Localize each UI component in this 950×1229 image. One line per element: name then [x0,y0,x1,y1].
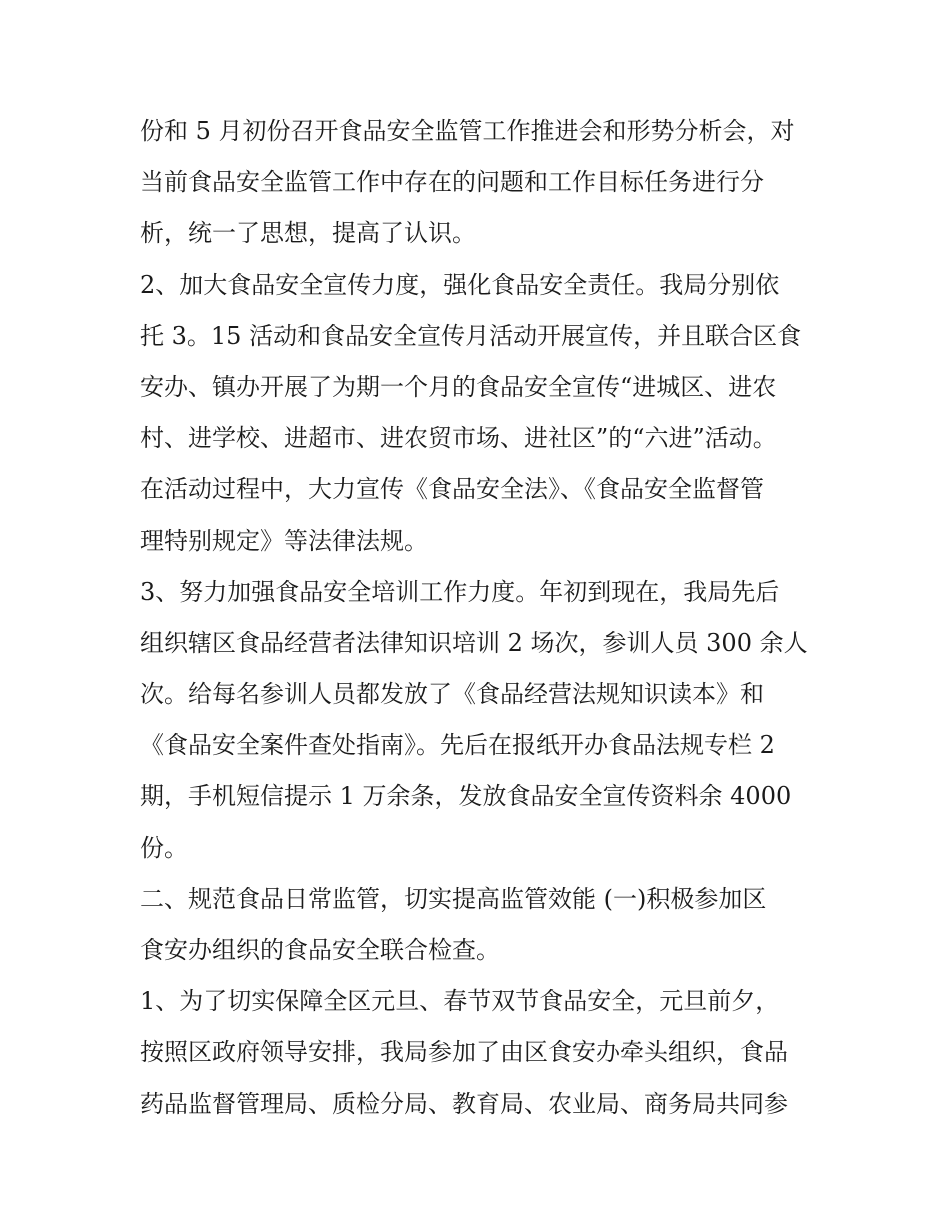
text-line: 安办、镇办开展了为期一个月的食品安全宣传“进城区、进农 [140,372,777,401]
text-line: 组织辖区食品经营者法律知识培训 2 场次，参训人员 300 余人 [140,628,808,657]
text-line: 析，统一了思想，提高了认识。 [140,219,476,248]
text-line: 份和 5 月初份召开食品安全监管工作推进会和形势分析会，对 [140,117,795,145]
text-line: 当前食品安全监管工作中存在的问题和工作目标任务进行分 [140,168,764,197]
body-text [140,106,820,1130]
text-line: 按照区政府领导安排，我局参加了由区食安办牵头组织，食品 [140,1038,788,1067]
text-line: 食安办组织的食品安全联合检查。 [140,936,500,964]
text-line: 2、加大食品安全宣传力度，强化食品安全责任。我局分别依 [140,270,780,299]
text-line: 在活动过程中，大力宣传《食品安全法》、《食品安全监督管 [140,475,764,504]
text-line: 1、为了切实保障全区元旦、春节双节食品安全，元旦前夕， [140,987,780,1016]
text-line: 托 3。15 活动和食品安全宣传月活动开展宣传，并且联合区食 [140,321,802,350]
text-line: 次。给每名参训人员都发放了《食品经营法规知识读本》和 [140,680,764,709]
text-line: 3、努力加强食品安全培训工作力度。年初到现在，我局先后 [140,577,780,606]
text-line: 《食品安全案件查处指南》。先后在报纸开办食品法规专栏 2 [140,731,775,760]
text-line: 期，手机短信提示 1 万余条，发放食品安全宣传资料余 4000 [140,782,792,811]
text-line: 村、进学校、进超市、进农贸市场、进社区”的“六进”活动。 [140,424,777,453]
text-line: 药品监督管理局、质检分局、教育局、农业局、商务局共同参 [140,1089,788,1118]
text-line: 份。 [140,833,188,862]
text-line: 二、规范食品日常监管，切实提高监管效能 (一)积极参加区 [140,884,767,913]
text-line: 理特别规定》等法律法规。 [140,526,428,555]
